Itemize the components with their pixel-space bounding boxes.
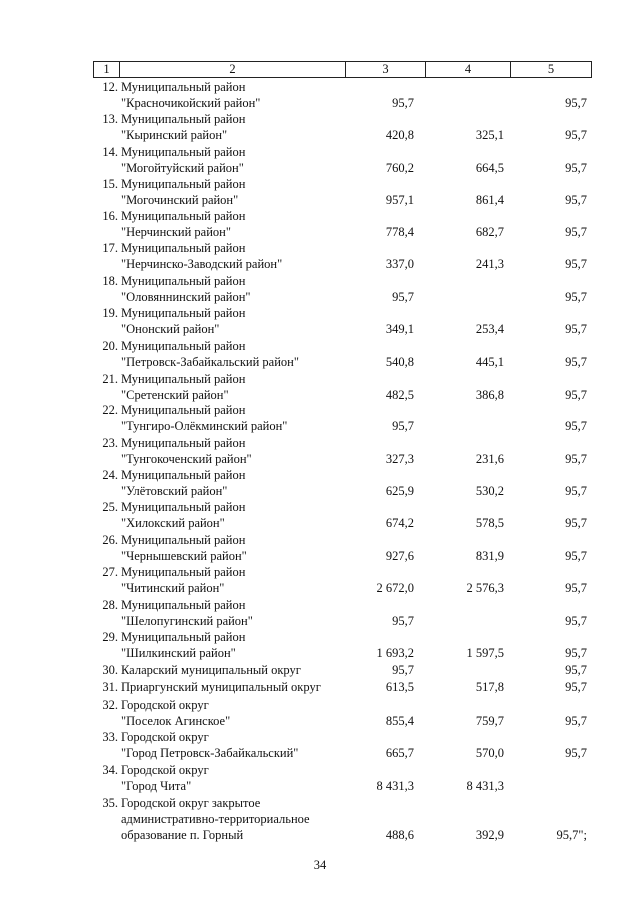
row-name-line: Муниципальный район (121, 177, 246, 191)
cell-c4: 664,5 (475, 161, 504, 175)
table-row (93, 371, 590, 403)
row-number: 29. (102, 630, 118, 644)
cell-c5: 95,7 (565, 290, 587, 304)
table-row (93, 338, 590, 370)
row-number: 15. (102, 177, 118, 191)
row-name-line: Муниципальный район (121, 209, 246, 223)
cell-c3: 482,5 (385, 388, 414, 402)
cell-c3: 927,6 (385, 549, 414, 563)
cell-c3: 95,7 (392, 419, 414, 433)
table-row (93, 564, 590, 596)
cell-c3: 2 672,0 (376, 581, 414, 595)
table-row (93, 597, 590, 629)
row-name (121, 697, 361, 729)
row-name (121, 762, 361, 794)
row-name (121, 499, 361, 531)
row-name-line: "Поселок Агинское" (121, 714, 231, 728)
row-name-line: "Чернышевский район" (121, 549, 247, 563)
table-row (93, 467, 590, 499)
cell-c3: 760,2 (385, 161, 414, 175)
page-number: 34 (313, 858, 327, 872)
row-number: 33. (102, 730, 118, 744)
row-name-line: Муниципальный район (121, 436, 246, 450)
row-name-line: "Город Чита" (121, 779, 192, 793)
table-row (93, 762, 590, 794)
row-name-line: Городской округ (121, 698, 209, 712)
row-name-line: Муниципальный район (121, 630, 246, 644)
table-row (93, 662, 590, 678)
cell-c3: 349,1 (385, 322, 414, 336)
row-name-line: Муниципальный район (121, 533, 246, 547)
row-name-line: "Тунгокоченский район" (121, 452, 252, 466)
row-name (121, 662, 361, 678)
row-number: 25. (102, 500, 118, 514)
table-row (93, 435, 590, 467)
row-number: 34. (102, 763, 118, 777)
cell-c4: 831,9 (475, 549, 504, 563)
cell-c3: 625,9 (385, 484, 414, 498)
row-name (121, 305, 361, 337)
row-name (121, 111, 361, 143)
row-name-line: Муниципальный район (121, 306, 246, 320)
cell-c5: 95,7 (565, 581, 587, 595)
row-name-line: Приаргунский муниципальный округ (121, 680, 321, 694)
row-name-line: Городской округ закрытое (121, 796, 261, 810)
row-name-line: Муниципальный район (121, 372, 246, 386)
row-name (121, 729, 361, 761)
cell-c5: 95,7 (565, 96, 587, 110)
cell-c5: 95,7 (565, 452, 587, 466)
row-number: 20. (102, 339, 118, 353)
cell-c4: 392,9 (475, 828, 504, 842)
row-name-line: "Шелопугинский район" (121, 614, 253, 628)
header-col-4: 4 (426, 62, 511, 77)
row-name (121, 338, 361, 370)
row-number: 32. (102, 698, 118, 712)
cell-c3: 337,0 (385, 257, 414, 271)
row-name-line: Муниципальный район (121, 598, 246, 612)
row-name (121, 240, 361, 272)
cell-c4: 578,5 (475, 516, 504, 530)
cell-c3: 488,6 (385, 828, 414, 842)
row-name-line: "Тунгиро-Олёкминский район" (121, 419, 288, 433)
row-name-line: Муниципальный район (121, 112, 246, 126)
table-row (93, 240, 590, 272)
header-col-3: 3 (346, 62, 426, 77)
cell-c4: 8 431,3 (466, 779, 504, 793)
row-name-line: "Петровск-Забайкальский район" (121, 355, 299, 369)
cell-c5: 95,7 (565, 193, 587, 207)
row-name (121, 467, 361, 499)
cell-c3: 1 693,2 (376, 646, 414, 660)
cell-c5: 95,7"; (556, 828, 587, 842)
row-name-line: "Город Петровск-Забайкальский" (121, 746, 299, 760)
cell-c4: 759,7 (475, 714, 504, 728)
table-row (93, 79, 590, 111)
cell-c5: 95,7 (565, 516, 587, 530)
cell-c3: 95,7 (392, 614, 414, 628)
row-number: 21. (102, 372, 118, 386)
cell-c4: 445,1 (475, 355, 504, 369)
row-name (121, 176, 361, 208)
row-name (121, 679, 361, 695)
cell-c5: 95,7 (565, 128, 587, 142)
row-name (121, 402, 361, 434)
row-number: 16. (102, 209, 118, 223)
row-name-line: Муниципальный район (121, 468, 246, 482)
header-col-5: 5 (547, 62, 555, 76)
cell-c4: 386,8 (475, 388, 504, 402)
row-name-line: "Нерчинско-Заводский район" (121, 257, 283, 271)
row-number: 18. (102, 274, 118, 288)
table-row (93, 679, 590, 695)
row-name-line: "Сретенский район" (121, 388, 229, 402)
row-name-line: административно-территориальное (121, 812, 310, 826)
cell-c4: 530,2 (475, 484, 504, 498)
cell-c3: 420,8 (385, 128, 414, 142)
cell-c3: 8 431,3 (376, 779, 414, 793)
cell-c4: 325,1 (475, 128, 504, 142)
row-name-line: "Хилокский район" (121, 516, 225, 530)
cell-c5: 95,7 (565, 614, 587, 628)
row-name-line: "Шилкинский район" (121, 646, 236, 660)
table-row (93, 208, 590, 240)
cell-c3: 957,1 (385, 193, 414, 207)
row-number: 26. (102, 533, 118, 547)
row-number: 14. (102, 145, 118, 159)
cell-c5: 95,7 (565, 225, 587, 239)
cell-c5: 95,7 (565, 257, 587, 271)
row-name (121, 371, 361, 403)
row-number: 35. (102, 796, 118, 810)
row-number: 17. (102, 241, 118, 255)
table-row (93, 795, 590, 843)
cell-c4: 2 576,3 (466, 581, 504, 595)
cell-c3: 674,2 (385, 516, 414, 530)
cell-c5: 95,7 (565, 746, 587, 760)
row-number: 19. (102, 306, 118, 320)
row-name-line: Муниципальный район (121, 145, 246, 159)
cell-c5: 95,7 (565, 322, 587, 336)
row-name (121, 532, 361, 564)
cell-c4: 570,0 (475, 746, 504, 760)
row-name-line: Городской округ (121, 763, 209, 777)
row-name-line: Муниципальный район (121, 403, 246, 417)
row-name-line: "Оловяннинский район" (121, 290, 251, 304)
cell-c4: 1 597,5 (466, 646, 504, 660)
row-number: 12. (102, 80, 118, 94)
table-row (93, 305, 590, 337)
row-name (121, 273, 361, 305)
row-name-line: Муниципальный район (121, 565, 246, 579)
cell-c3: 95,7 (392, 663, 414, 677)
table-row (93, 629, 590, 661)
row-name-line: Муниципальный район (121, 80, 246, 94)
row-name (121, 564, 361, 596)
row-name-line: "Могойтуйский район" (121, 161, 244, 175)
cell-c4: 682,7 (475, 225, 504, 239)
row-number: 23. (102, 436, 118, 450)
cell-c5: 95,7 (565, 680, 587, 694)
table-row (93, 729, 590, 761)
table-row (93, 499, 590, 531)
cell-c5: 95,7 (565, 419, 587, 433)
cell-c3: 540,8 (385, 355, 414, 369)
cell-c4: 253,4 (475, 322, 504, 336)
row-name-line: "Красночикойский район" (121, 96, 261, 110)
table-row (93, 697, 590, 729)
header-col-1: 1 (94, 62, 120, 77)
cell-c5: 95,7 (565, 484, 587, 498)
row-number: 24. (102, 468, 118, 482)
row-name-line: "Кыринский район" (121, 128, 228, 142)
row-name (121, 79, 361, 111)
row-name-line: Муниципальный район (121, 339, 246, 353)
cell-c4: 241,3 (475, 257, 504, 271)
row-name-line: "Могочинский район" (121, 193, 239, 207)
table-header (93, 61, 592, 78)
cell-c5: 95,7 (565, 388, 587, 402)
cell-c5: 95,7 (565, 355, 587, 369)
row-name (121, 597, 361, 629)
table-row (93, 402, 590, 434)
row-name (121, 144, 361, 176)
row-name-line: Муниципальный район (121, 500, 246, 514)
cell-c3: 95,7 (392, 96, 414, 110)
cell-c5: 95,7 (565, 549, 587, 563)
row-name (121, 795, 361, 843)
cell-c4: 231,6 (475, 452, 504, 466)
row-name-line: "Улётовский район" (121, 484, 228, 498)
row-name (121, 629, 361, 661)
cell-c3: 778,4 (385, 225, 414, 239)
row-name (121, 208, 361, 240)
row-name-line: "Нерчинский район" (121, 225, 231, 239)
row-number: 27. (102, 565, 118, 579)
row-name-line: "Ононский район" (121, 322, 220, 336)
cell-c3: 95,7 (392, 290, 414, 304)
header-col-2: 2 (120, 62, 346, 77)
table-row (93, 144, 590, 176)
row-name-line: Муниципальный район (121, 241, 246, 255)
cell-c5: 95,7 (565, 663, 587, 677)
row-number: 30. (102, 663, 118, 677)
cell-c5: 95,7 (565, 161, 587, 175)
cell-c3: 613,5 (385, 680, 414, 694)
table-row (93, 111, 590, 143)
row-name (121, 435, 361, 467)
cell-c5: 95,7 (565, 646, 587, 660)
row-number: 22. (102, 403, 118, 417)
row-number: 28. (102, 598, 118, 612)
cell-c3: 665,7 (385, 746, 414, 760)
cell-c5: 95,7 (565, 714, 587, 728)
table-row (93, 532, 590, 564)
row-number: 31. (102, 680, 118, 694)
row-name-line: Муниципальный район (121, 274, 246, 288)
row-name-line: "Читинский район" (121, 581, 225, 595)
table-row (93, 273, 590, 305)
cell-c3: 855,4 (385, 714, 414, 728)
row-number: 13. (102, 112, 118, 126)
row-name-line: образование п. Горный (121, 828, 244, 842)
cell-c4: 517,8 (475, 680, 504, 694)
table-row (93, 176, 590, 208)
row-name-line: Городской округ (121, 730, 209, 744)
cell-c4: 861,4 (475, 193, 504, 207)
cell-c3: 327,3 (385, 452, 414, 466)
row-name-line: Каларский муниципальный округ (121, 663, 301, 677)
